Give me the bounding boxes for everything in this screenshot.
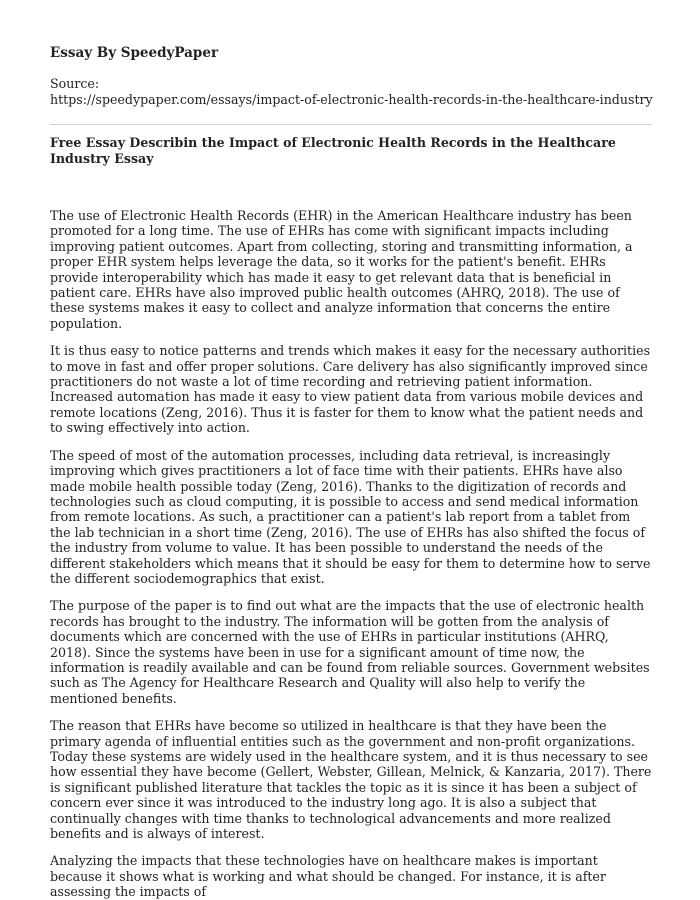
document-page (50, 44, 653, 900)
source-label: Source: (50, 76, 100, 91)
paragraph: The purpose of the paper is to find out what are the impacts that the use of electronic health records has brought to the industry. The information will be gotten from the analysis of documents which are concerned with the use of EHRs in particular institutions (AHRQ, 2018). Since the systems have been in use for a significant amount of time now, the information is readily available and can be found from reliable sources. Government websites such as The Agency for Healthcare Research and Quality will also help to verify the mentioned benefits. (50, 598, 650, 706)
header-divider (50, 124, 652, 125)
essay-author-heading: Essay By SpeedyPaper (50, 45, 219, 61)
source-url: https://speedypaper.com/essays/impact-of-electronic-health-records-in-the-healthcare-industry (50, 92, 653, 107)
essay-body (50, 208, 652, 900)
essay-title: Free Essay Describin the Impact of Electronic Health Records in the Healthcare Industry Essay (50, 135, 616, 166)
paragraph: Analyzing the impacts that these technologies have on healthcare makes is important because it shows what is working and what should be changed. For instance, it is after assessing the impacts of (50, 853, 606, 900)
paragraph: The use of Electronic Health Records (EHR) in the American Healthcare industry has been promoted for a long time. The use of EHRs has come with significant impacts including improving patient outcomes. Apart from collecting, storing and transmitting information, a proper EHR system helps leverage the data, so it works for the patient's benefit. EHRs provide interoperability which has made it easy to get relevant data that is beneficial in patient care. EHRs have also improved public health outcomes (AHRQ, 2018). The use of these systems makes it easy to collect and analyze information that concerns the entire population. (50, 208, 633, 331)
paragraph: The speed of most of the automation processes, including data retrieval, is increasingly improving which gives practitioners a lot of face time with their patients. EHRs have also made mobile health possible today (Zeng, 2016). Thanks to the digitization of records and technologies such as cloud computing, it is possible to access and send medical information from remote locations. As such, a practitioner can a patient's lab report from a tablet from the lab technician in a short time (Zeng, 2016). The use of EHRs has also shifted the focus of the industry from volume to value. It has been possible to understand the needs of the different stakeholders which means that it should be easy for them to determine how to serve the different sociodemographics that exist. (50, 447, 651, 586)
paragraph: The reason that EHRs have become so utilized in healthcare is that they have been the primary agenda of influential entities such as the government and non-profit organizations. Today these systems are widely used in the healthcare system, and it is thus necessary to see how essential they have become (Gellert, Webster, Gillean, Melnick, & Kanzaria, 2017). There is significant published literature that tackles the topic as it is since it has been a subject of concern ever since it was introduced to the industry long ago. It is also a subject that continually changes with time thanks to technological advancements and more realized benefits and is always of interest. (50, 718, 652, 842)
paragraph: It is thus easy to notice patterns and trends which makes it easy for the necessary authorities to move in fast and offer proper solutions. Care delivery has also significantly improved since practitioners do not waste a lot of time recording and retrieving patient information. Increased automation has made it easy to view patient data from various mobile devices and remote locations (Zeng, 2016). Thus it is faster for them to know what the patient needs and to swing effectively into action. (50, 343, 651, 436)
